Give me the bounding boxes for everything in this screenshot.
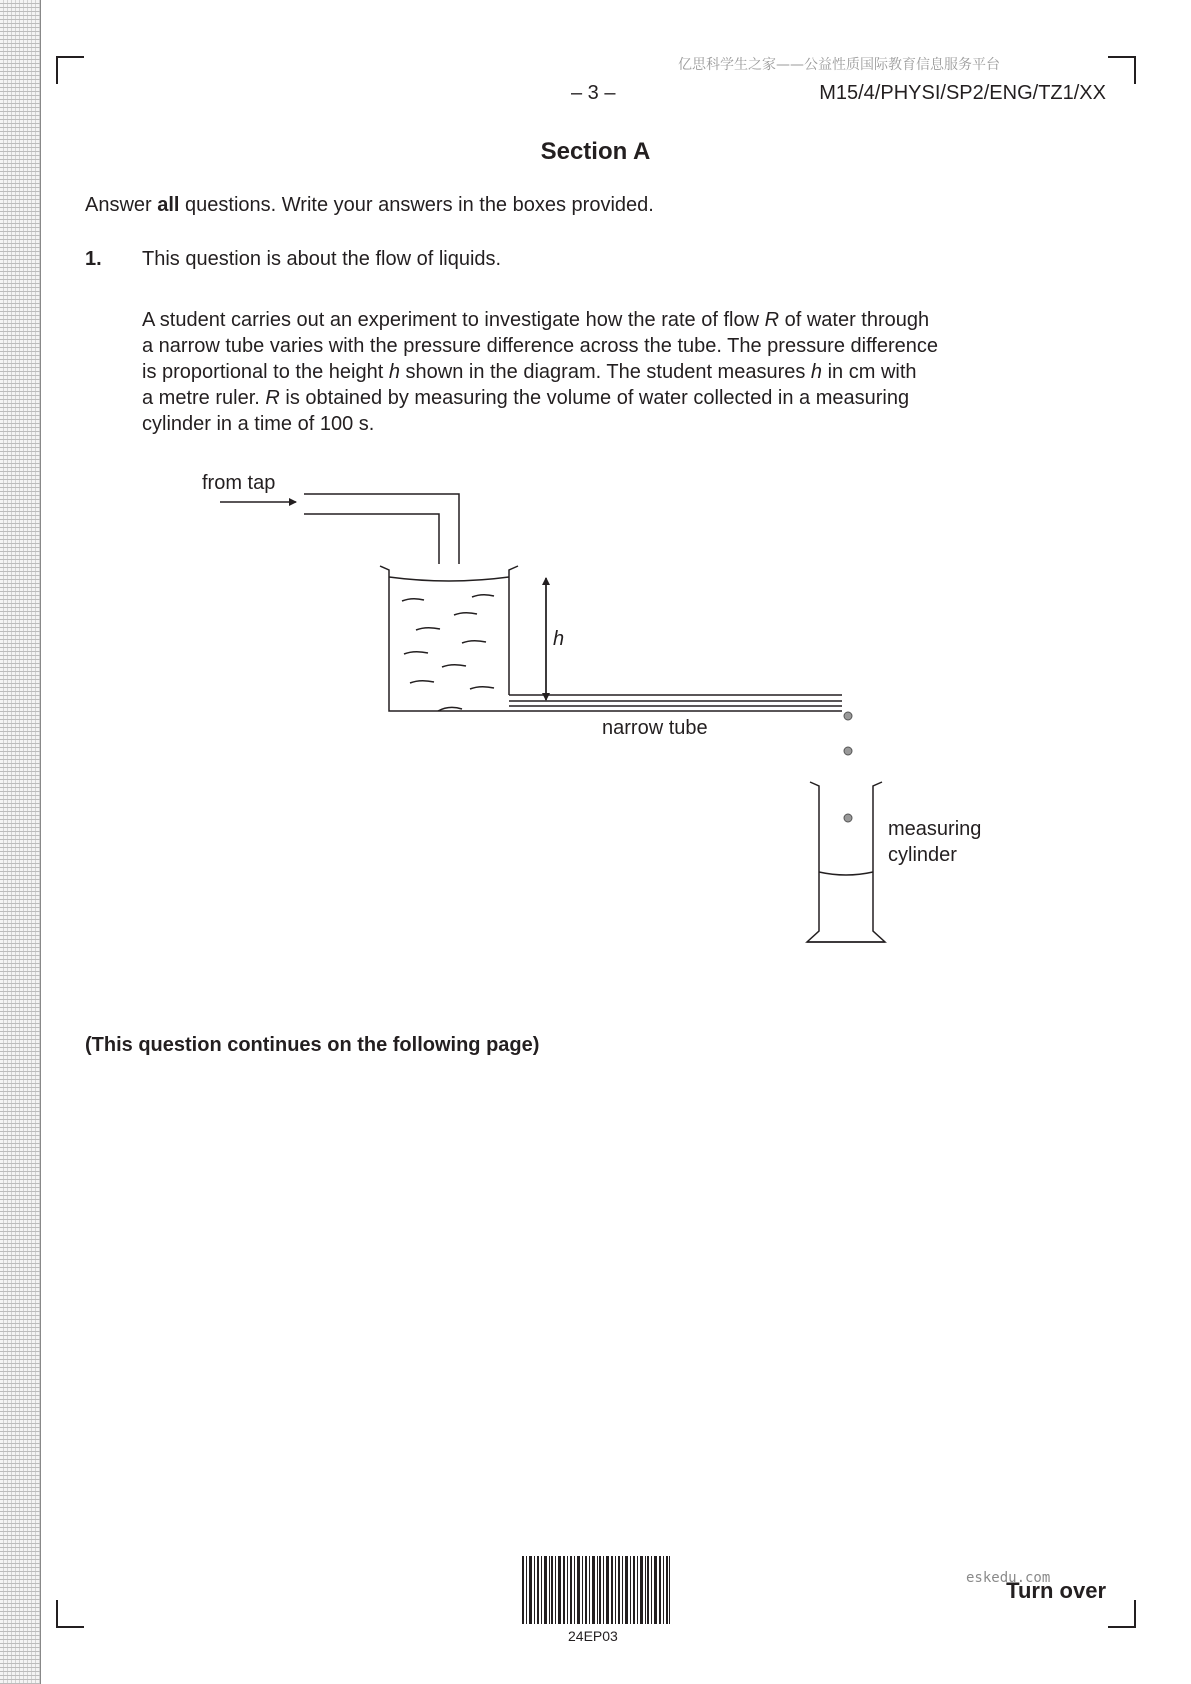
instructions xyxy=(85,194,654,217)
section-title: Section A xyxy=(540,138,651,165)
paragraph-text: is obtained by measuring the volume of water collected in a measuring xyxy=(279,387,910,409)
question-intro: This question is about the flow of liquids. xyxy=(142,248,502,270)
continues-note: (This question continues on the following page) xyxy=(85,1034,540,1056)
variable-r: R xyxy=(265,387,280,409)
water-tank xyxy=(380,566,518,711)
paragraph-line-3 xyxy=(142,359,1042,385)
question-paragraph xyxy=(142,307,1042,437)
crop-mark-bottom-right xyxy=(1108,1600,1136,1628)
water-drops xyxy=(844,712,852,822)
barcode xyxy=(522,1556,670,1624)
paragraph-line-5: cylinder in a time of 100 s. xyxy=(142,413,375,435)
paper-code: M15/4/PHYSI/SP2/ENG/TZ1/XX xyxy=(819,82,1106,104)
paragraph-text: is proportional to the height xyxy=(142,361,389,383)
footer-watermark: eskedu.com xyxy=(966,1570,1051,1586)
paragraph-text: shown in the diagram. The student measures xyxy=(399,361,811,383)
crop-mark-top-right xyxy=(1108,56,1136,84)
header-watermark: 亿思科学生之家——公益性质国际教育信息服务平台 xyxy=(678,57,1000,73)
binding-margin xyxy=(0,0,41,1684)
paragraph-text: A student carries out an experiment to investigate how the rate of flow xyxy=(142,309,765,331)
paragraph-text: a metre ruler. xyxy=(142,387,266,409)
instructions-before: Answer xyxy=(85,194,158,216)
measuring-cylinder xyxy=(807,782,885,942)
barcode-text: 24EP03 xyxy=(568,1628,618,1644)
tap-pipe xyxy=(304,494,459,564)
narrow-tube xyxy=(509,695,842,711)
variable-h: h xyxy=(388,361,400,383)
variable-h: h xyxy=(810,361,823,383)
turn-over: Turn over xyxy=(1006,1578,1106,1603)
paragraph-line-1 xyxy=(142,307,1042,333)
paragraph-line-4 xyxy=(142,385,1042,411)
measuring-label-line-2: cylinder xyxy=(888,844,957,866)
question-number: 1. xyxy=(85,248,102,270)
water-drop xyxy=(844,712,852,720)
instructions-after: questions. Write your answers in the boxes provided. xyxy=(179,194,654,216)
instructions-bold: all xyxy=(157,194,180,216)
paragraph-text: of water through xyxy=(779,309,930,331)
water-drop xyxy=(844,814,852,822)
crop-mark-top-left xyxy=(56,56,84,84)
height-label: h xyxy=(553,628,565,650)
page-number: – 3 – xyxy=(571,82,616,104)
paragraph-line-2: a narrow tube varies with the pressure difference across the tube. The pressure difference xyxy=(142,335,938,357)
crop-mark-bottom-left xyxy=(56,1600,84,1628)
paragraph-text: in cm with xyxy=(822,361,917,383)
measuring-label-line-1: measuring xyxy=(888,818,982,840)
from-tap-label: from tap xyxy=(202,472,276,494)
water-drop xyxy=(844,747,852,755)
narrow-tube-label: narrow tube xyxy=(602,717,708,739)
variable-r: R xyxy=(764,309,780,331)
